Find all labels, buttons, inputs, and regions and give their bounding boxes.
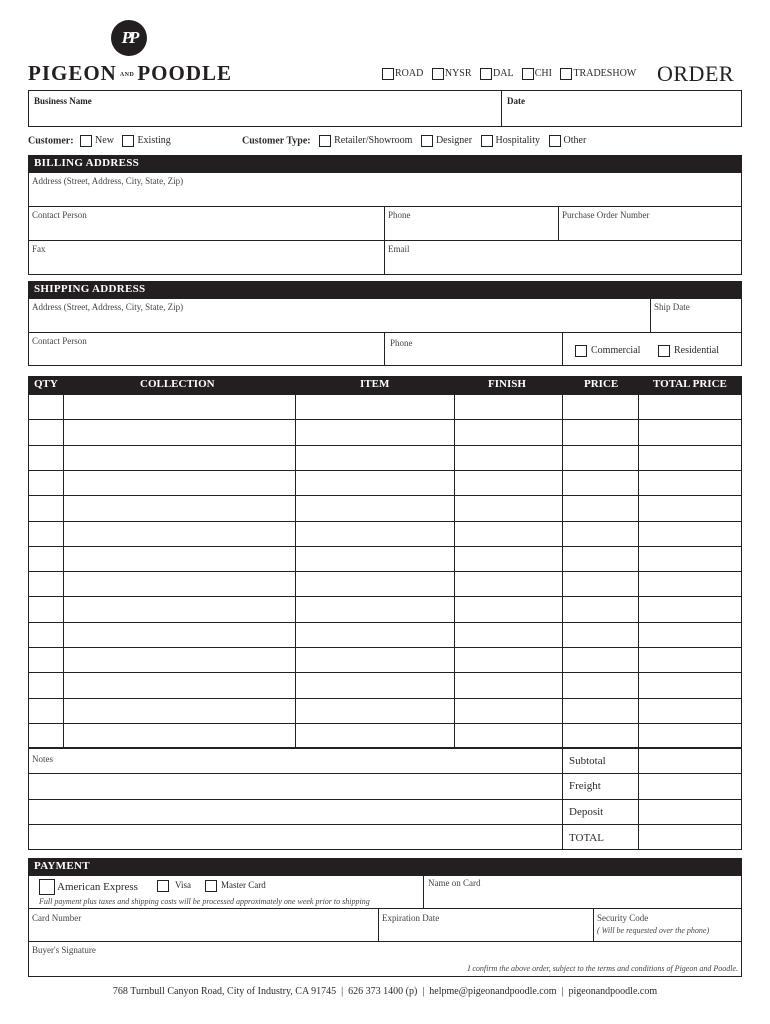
col-finish: FINISH: [488, 378, 526, 390]
freight-label: Freight: [569, 780, 601, 792]
checkbox[interactable]: [560, 68, 572, 80]
table-row[interactable]: [28, 419, 742, 444]
customer-type-row: [242, 135, 586, 147]
payment-note: Full payment plus taxes and shipping costs will be processed approximately one week prior to shipping: [39, 897, 370, 906]
table-row[interactable]: [28, 546, 742, 571]
checkbox[interactable]: [382, 68, 394, 80]
billing-phone-field[interactable]: Phone: [388, 210, 411, 220]
ship-date-field[interactable]: Ship Date: [654, 302, 690, 312]
brand-name: [28, 61, 232, 86]
mastercard-option[interactable]: [205, 880, 266, 892]
footer-contact: 768 Turnbull Canyon Road, City of Industry, CA 91745 | 626 373 1400 (p) | helpme@pigeonandpoodle.com | pigeonandpoodle.com: [112, 986, 658, 997]
security-code-field[interactable]: Security Code: [597, 913, 649, 923]
type-other-checkbox[interactable]: [549, 135, 561, 147]
customer-new-checkbox[interactable]: [80, 135, 92, 147]
date-field[interactable]: Date: [507, 96, 525, 106]
table-row[interactable]: [28, 394, 742, 419]
billing-box: [28, 172, 742, 275]
type-designer-label: Designer: [435, 135, 473, 147]
table-row[interactable]: [28, 521, 742, 546]
brand-name-and: AND: [119, 72, 135, 79]
payment-section-header: PAYMENT: [28, 858, 742, 875]
checkbox[interactable]: [480, 68, 492, 80]
location-dal[interactable]: DAL: [480, 68, 513, 79]
shipping-phone-field[interactable]: Phone: [390, 338, 413, 348]
table-row[interactable]: [28, 571, 742, 596]
table-row[interactable]: [28, 672, 742, 697]
location-nysr[interactable]: NYSR: [432, 68, 472, 79]
table-row[interactable]: [28, 596, 742, 621]
expiration-date-field[interactable]: Expiration Date: [382, 913, 440, 923]
table-row[interactable]: [28, 495, 742, 520]
shipping-section-header: SHIPPING ADDRESS: [28, 281, 742, 298]
table-row[interactable]: [28, 698, 742, 723]
checkbox[interactable]: [522, 68, 534, 80]
col-qty: QTY: [34, 378, 58, 390]
billing-email-field[interactable]: Email: [388, 244, 410, 254]
total-label: TOTAL: [569, 832, 604, 844]
brand-name-right: POODLE: [137, 61, 233, 85]
logo: PP: [111, 20, 147, 56]
type-retailer-checkbox[interactable]: [319, 135, 331, 147]
mastercard-checkbox[interactable]: [205, 880, 217, 892]
customer-existing-checkbox[interactable]: [122, 135, 134, 147]
security-note: ( Will be requested over the phone): [597, 926, 710, 935]
table-row[interactable]: [28, 445, 742, 470]
customer-label: Customer:: [28, 135, 74, 147]
table-row[interactable]: [28, 470, 742, 495]
business-info-box: [28, 90, 742, 127]
type-hospitality-label: Hospitality: [495, 135, 540, 147]
mastercard-label: Master Card: [221, 880, 266, 891]
billing-contact-field[interactable]: Contact Person: [32, 210, 87, 220]
location-tradeshow[interactable]: TRADESHOW: [560, 68, 636, 79]
billing-section-header: BILLING ADDRESS: [28, 155, 742, 172]
residential-option[interactable]: [658, 345, 719, 357]
card-number-field[interactable]: Card Number: [32, 913, 82, 923]
page-title: ORDER: [657, 61, 735, 86]
notes-field[interactable]: Notes: [32, 754, 53, 764]
visa-option[interactable]: [157, 880, 191, 892]
table-row[interactable]: [28, 622, 742, 647]
confirmation-text: I confirm the above order, subject to the terms and conditions of Pigeon and Poodle.: [467, 964, 738, 973]
residential-checkbox[interactable]: [658, 345, 670, 357]
type-hospitality-checkbox[interactable]: [481, 135, 493, 147]
customer-row: [28, 135, 171, 147]
col-total-price: TOTAL PRICE: [653, 378, 727, 390]
type-retailer-label: Retailer/Showroom: [334, 135, 413, 147]
customer-new-label: New: [95, 135, 114, 147]
business-name-field[interactable]: Business Name: [34, 96, 92, 106]
shipping-address-field[interactable]: Address (Street, Address, City, State, Zip): [32, 302, 184, 312]
location-road[interactable]: ROAD: [382, 68, 423, 79]
amex-checkbox[interactable]: [39, 879, 55, 895]
col-collection: COLLECTION: [140, 378, 215, 390]
billing-address-field[interactable]: Address (Street, Address, City, State, Zip): [32, 176, 184, 186]
type-other-label: Other: [563, 135, 587, 147]
customer-existing-label: Existing: [137, 135, 171, 147]
shipping-contact-field[interactable]: Contact Person: [32, 336, 87, 346]
deposit-label: Deposit: [569, 806, 604, 818]
billing-fax-field[interactable]: Fax: [32, 244, 46, 254]
amex-option[interactable]: [39, 879, 138, 895]
commercial-label: Commercial: [591, 345, 641, 357]
col-item: ITEM: [360, 378, 390, 390]
customer-type-label: Customer Type:: [242, 135, 311, 147]
location-options: [382, 68, 636, 80]
billing-po-field[interactable]: Purchase Order Number: [562, 210, 650, 220]
visa-label: Visa: [175, 880, 191, 891]
commercial-checkbox[interactable]: [575, 345, 587, 357]
type-designer-checkbox[interactable]: [421, 135, 433, 147]
commercial-option[interactable]: [575, 345, 640, 357]
location-chi[interactable]: CHI: [522, 68, 552, 79]
table-row[interactable]: [28, 723, 742, 748]
checkbox[interactable]: [432, 68, 444, 80]
residential-label: Residential: [674, 345, 719, 357]
buyer-signature-field[interactable]: Buyer's Signature: [32, 945, 96, 955]
name-on-card-field[interactable]: Name on Card: [428, 878, 481, 888]
visa-checkbox[interactable]: [157, 880, 169, 892]
subtotal-label: Subtotal: [569, 755, 606, 767]
brand-name-left: PIGEON: [28, 61, 117, 85]
amex-label: American Express: [57, 880, 138, 893]
table-row[interactable]: [28, 647, 742, 672]
col-price: PRICE: [584, 378, 619, 390]
